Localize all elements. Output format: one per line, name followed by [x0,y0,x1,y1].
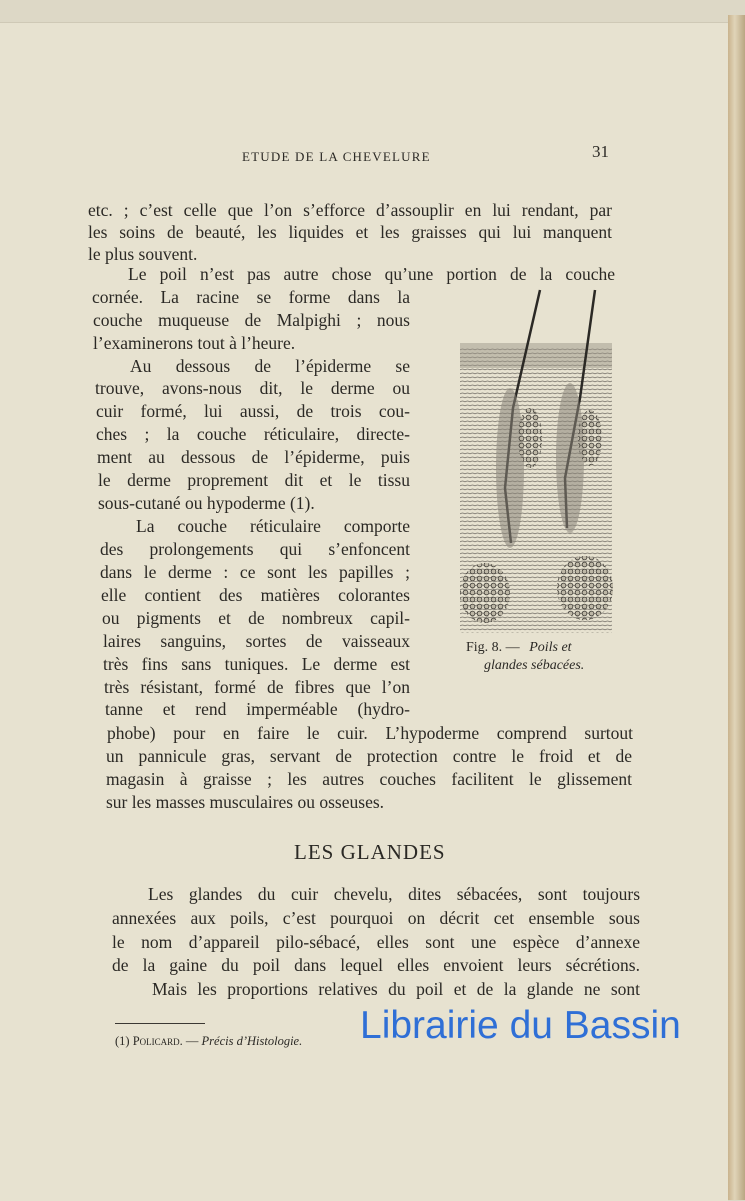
hair-follicle-illustration [455,288,617,633]
text-line: cuir formé, lui aussi, de trois cou- [96,401,410,421]
text-line: etc. ; c’est celle que l’on s’efforce d’assouplir en lui rendant, par [88,200,612,220]
text-line: un pannicule gras, servant de protection contre le froid et de [106,746,632,766]
page-edge [728,15,745,1200]
text-line: cornée. La racine se forme dans la [92,287,410,307]
footnote-title: Précis d’Histologie. [201,1034,303,1048]
text-line: ment au dessous de l’épiderme, puis [97,447,410,467]
text-line: ou pigments et de nombreux capil- [102,608,410,628]
watermark: Librairie du Bassin [360,1004,681,1047]
text-line: Au dessous de l’épiderme se [130,356,410,376]
text-line: Les glandes du cuir chevelu, dites sébacées, sont toujours [148,884,640,904]
text-line: tanne et rend imperméable (hydro- [105,699,410,719]
text-line: très résistant, formé de fibres que l’on [104,677,410,697]
text-line: le nom d’appareil pilo-sébacé, elles sont une espèce d’annexe [112,932,640,952]
footnote-rule [115,1023,205,1024]
text-line: des prolongements qui s’enfoncent [100,539,410,559]
text-line: annexées aux poils, c’est pourquoi on décrit cet ensemble sous [112,908,640,928]
figure-caption-line1: Poils et [529,640,572,655]
text-line: ches ; la couche réticulaire, directe- [96,424,410,444]
text-line: sur les masses musculaires ou osseuses. [106,792,385,812]
text-line: Mais les proportions relatives du poil et de la glande ne sont [152,979,640,999]
running-title: ETUDE DE LA CHEVELURE [242,149,431,164]
text-line: de la gaine du poil dans lequel elles envoient leurs sécrétions. [112,955,640,975]
text-line: phobe) pour en faire le cuir. L’hypoderme comprend surtout [107,723,633,743]
footnote-marker: (1) [115,1034,130,1048]
footnote-author: Policard. [132,1034,183,1048]
text-line: La couche réticulaire comporte [136,516,410,536]
text-line: le derme proprement dit et le tissu [98,470,410,490]
figure-label: Fig. 8. — [466,640,520,655]
text-line: dans le derme : ce sont les papilles ; [100,562,410,582]
page-number: 31 [592,142,609,161]
footnote [115,1034,302,1049]
text-line: le plus souvent. [88,244,198,264]
section-heading: LES GLANDES [294,840,446,864]
text-line: elle contient des matières colorantes [101,585,410,605]
text-line: laires sanguins, sortes de vaisseaux [103,631,410,651]
text-line: couche muqueuse de Malpighi ; nous [93,310,410,330]
text-line: sous-cutané ou hypoderme (1). [98,493,315,513]
text-line: magasin à graisse ; les autres couches facilitent le glissement [106,769,632,789]
figure-caption [466,640,572,656]
text-line: très fins sans tuniques. Le derme est [103,654,410,674]
text-line: trouve, avons-nous dit, le derme ou [95,378,410,398]
footnote-dash: — [185,1034,199,1048]
text-line: Le poil n’est pas autre chose qu’une portion de la couche [128,264,615,284]
figure-caption-line2: glandes sébacées. [484,658,585,673]
text-line: l’examinerons tout à l’heure. [93,333,296,353]
text-line: les soins de beauté, les liquides et les graisses qui lui manquent [88,222,612,242]
